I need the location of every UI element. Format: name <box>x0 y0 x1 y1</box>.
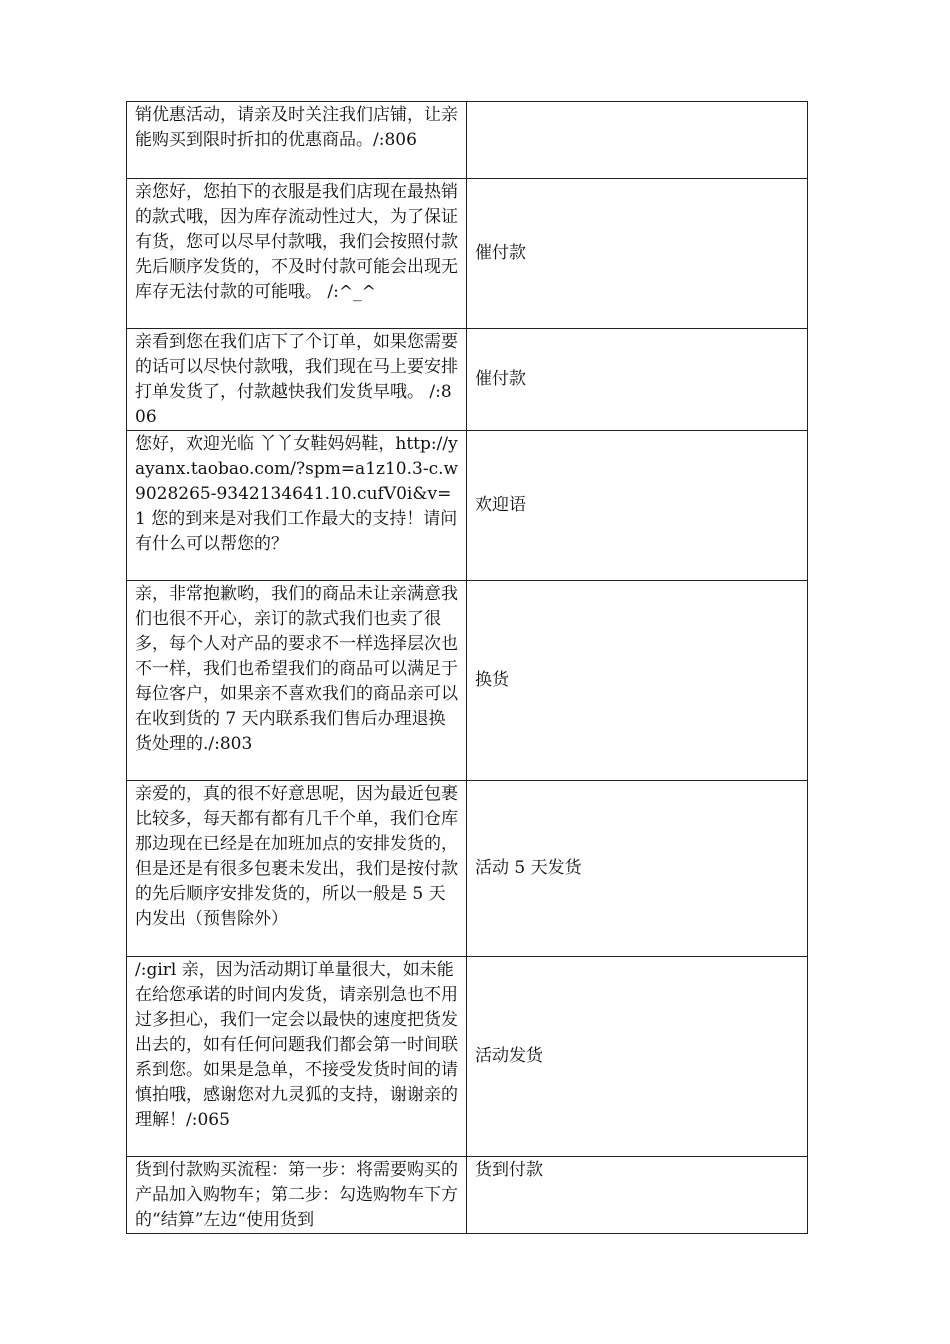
reply-message-cell: 您好，欢迎光临 丫丫女鞋妈妈鞋，http://yayanx.taobao.com/?spm=a1z10.3-c.w9028265-9342134641.10.cufV0i&v=1 您的到来是对我们工作最大的支持！请问有什么可以帮您的？ <box>127 431 467 581</box>
table-row <box>127 179 808 329</box>
table-row <box>127 431 808 581</box>
table-row <box>127 102 808 179</box>
reply-message-cell: 亲看到您在我们店下了个订单，如果您需要的话可以尽快付款哦，我们现在马上要安排打单发货了，付款越快我们发货早哦。 /:806 <box>127 329 467 431</box>
reply-message-cell: /:girl 亲，因为活动期订单量很大，如未能在给您承诺的时间内发货，请亲别急也不用过多担心，我们一定会以最快的速度把货发出去的，如有任何问题我们都会第一时间联系到您。如果是急单，不接受发货时间的请慎拍哦，感谢您对九灵狐的支持，谢谢亲的理解！/:065 <box>127 957 467 1157</box>
reply-category-cell: 催付款 <box>467 329 808 431</box>
reply-category-cell <box>467 102 808 179</box>
reply-message-cell: 货到付款购买流程：第一步：将需要购买的产品加入购物车；第二步：勾选购物车下方的“结算”左边“使用货到 <box>127 1157 467 1234</box>
reply-category-cell: 活动发货 <box>467 957 808 1157</box>
reply-message-cell: 亲爱的，真的很不好意思呢，因为最近包裹比较多，每天都有都有几千个单，我们仓库那边现在已经是在加班加点的安排发货的，但是还是有很多包裹未发出，我们是按付款的先后顺序安排发货的，所以一般是 5 天内发出（预售除外） <box>127 781 467 957</box>
table-row <box>127 1157 808 1234</box>
reply-message-cell: 亲，非常抱歉哟，我们的商品未让亲满意我们也很不开心，亲订的款式我们也卖了很多，每个人对产品的要求不一样选择层次也不一样，我们也希望我们的商品可以满足于每位客户，如果亲不喜欢我们的商品亲可以在收到货的 7 天内联系我们售后办理退换货处理的./:803 <box>127 581 467 781</box>
table-row <box>127 329 808 431</box>
reply-category-cell: 欢迎语 <box>467 431 808 581</box>
table-row <box>127 781 808 957</box>
table-row <box>127 581 808 781</box>
reply-category-cell: 货到付款 <box>467 1157 808 1234</box>
table-row <box>127 957 808 1157</box>
reply-message-cell: 销优惠活动，请亲及时关注我们店铺，让亲能购买到限时折扣的优惠商品。/:806 <box>127 102 467 179</box>
reply-template-table <box>126 101 808 1234</box>
reply-message-cell: 亲您好，您拍下的衣服是我们店现在最热销的款式哦，因为库存流动性过大，为了保证有货，您可以尽早付款哦，我们会按照付款先后顺序发货的，不及时付款可能会出现无库存无法付款的可能哦。 /:^_^ <box>127 179 467 329</box>
reply-category-cell: 活动 5 天发货 <box>467 781 808 957</box>
reply-category-cell: 换货 <box>467 581 808 781</box>
reply-category-cell: 催付款 <box>467 179 808 329</box>
